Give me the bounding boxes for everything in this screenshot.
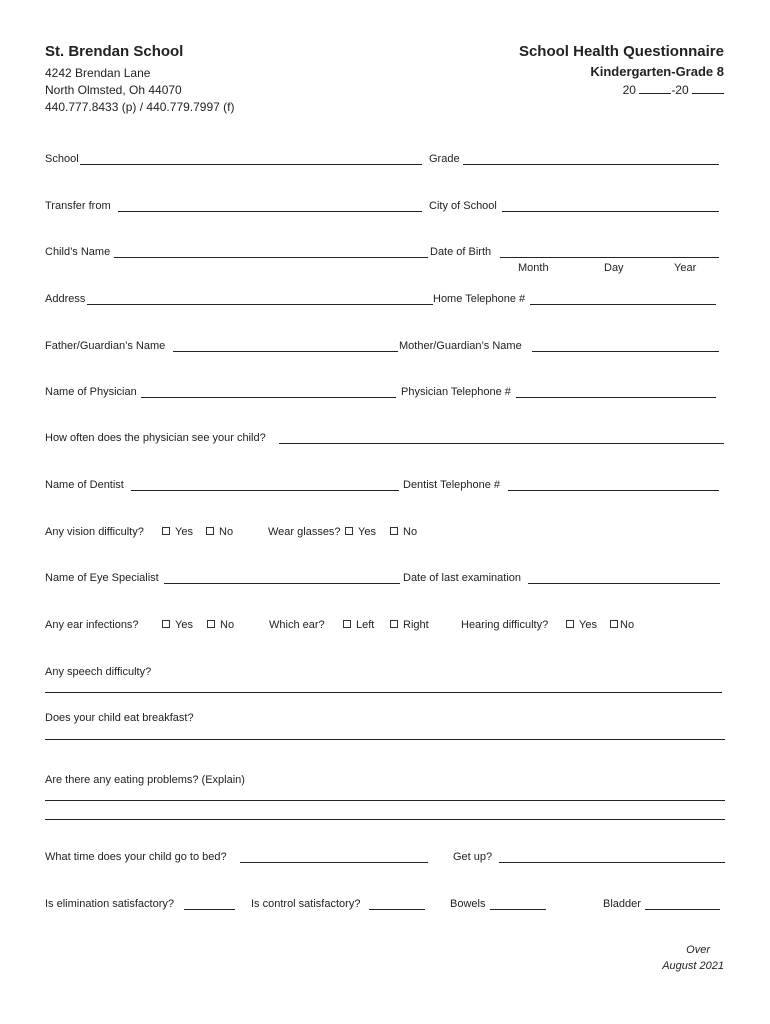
dentist-telephone-field[interactable]	[508, 490, 719, 491]
year-start-blank[interactable]	[639, 83, 671, 94]
elimination-field[interactable]	[184, 909, 235, 910]
school-label: School	[45, 153, 79, 165]
bed-time-field[interactable]	[240, 862, 428, 863]
wear-glasses-label: Wear glasses?	[268, 526, 341, 538]
dob-day-label: Day	[604, 262, 624, 274]
revision-date: August 2021	[662, 960, 724, 972]
how-often-field[interactable]	[279, 443, 724, 444]
address-field[interactable]	[87, 304, 433, 305]
eye-specialist-label: Name of Eye Specialist	[45, 572, 159, 584]
year-prefix: 20	[622, 83, 636, 97]
form-title: School Health Questionnaire	[518, 43, 724, 60]
which-ear-label: Which ear?	[269, 619, 325, 631]
eye-specialist-field[interactable]	[164, 583, 400, 584]
bed-time-label: What time does your child go to bed?	[45, 851, 227, 863]
checkbox-icon[interactable]	[390, 527, 398, 535]
control-label: Is control satisfactory?	[251, 898, 361, 910]
city-of-school-label: City of School	[429, 200, 497, 212]
get-up-field[interactable]	[499, 862, 725, 863]
mother-guardian-label: Mother/Guardian’s Name	[399, 340, 522, 352]
physician-telephone-label: Physician Telephone #	[401, 386, 511, 398]
checkbox-icon[interactable]	[162, 620, 170, 628]
school-field[interactable]	[80, 164, 422, 165]
childs-name-label: Child’s Name	[45, 246, 111, 258]
elimination-label: Is elimination satisfactory?	[45, 898, 174, 910]
form-subtitle: Kindergarten-Grade 8	[590, 64, 724, 79]
transfer-from-field[interactable]	[118, 211, 422, 212]
phone-fax: 440.777.8433 (p) / 440.779.7997 (f)	[45, 100, 235, 114]
glasses-yes-option[interactable]: Yes	[345, 526, 376, 538]
last-exam-label: Date of last examination	[403, 572, 522, 584]
checkbox-icon[interactable]	[206, 527, 214, 535]
how-often-label: How often does the physician see your child?	[45, 432, 266, 444]
breakfast-field[interactable]	[45, 739, 725, 740]
school-year	[623, 81, 724, 99]
hearing-no-option[interactable]: No	[610, 619, 634, 631]
speech-field[interactable]	[45, 692, 722, 693]
control-field[interactable]	[369, 909, 425, 910]
address-line-2: North Olmsted, Oh 44070	[45, 83, 182, 97]
checkbox-icon[interactable]	[207, 620, 215, 628]
home-telephone-field[interactable]	[530, 304, 716, 305]
ear-yes-option[interactable]: Yes	[162, 619, 193, 631]
dob-label: Date of Birth	[430, 246, 492, 258]
dob-field[interactable]	[500, 257, 719, 258]
address-line-1: 4242 Brendan Lane	[45, 66, 151, 80]
dob-month-label: Month	[518, 262, 549, 274]
bowels-label: Bowels	[450, 898, 486, 910]
address-label: Address	[45, 293, 86, 305]
childs-name-field[interactable]	[114, 257, 428, 258]
ear-infections-label: Any ear infections?	[45, 619, 139, 631]
transfer-from-label: Transfer from	[45, 200, 111, 212]
speech-label: Any speech difficulty?	[45, 666, 152, 678]
year-end-blank[interactable]	[692, 83, 724, 94]
hearing-yes-option[interactable]: Yes	[566, 619, 597, 631]
get-up-label: Get up?	[453, 851, 493, 863]
grade-label: Grade	[429, 153, 460, 165]
dentist-telephone-label: Dentist Telephone #	[403, 479, 501, 491]
grade-field[interactable]	[463, 164, 719, 165]
ear-right-option[interactable]: Right	[390, 619, 429, 631]
checkbox-icon[interactable]	[345, 527, 353, 535]
father-guardian-label: Father/Guardian’s Name	[45, 340, 166, 352]
vision-yes-option[interactable]: Yes	[162, 526, 193, 538]
glasses-no-option[interactable]: No	[390, 526, 417, 538]
school-name: St. Brendan School	[45, 43, 184, 60]
vision-no-option[interactable]: No	[206, 526, 233, 538]
eating-problems-label: Are there any eating problems? (Explain)	[45, 774, 245, 786]
eating-problems-field-2[interactable]	[45, 819, 725, 820]
year-mid: -20	[671, 83, 689, 97]
mother-guardian-field[interactable]	[532, 351, 719, 352]
checkbox-icon[interactable]	[566, 620, 574, 628]
hearing-label: Hearing difficulty?	[461, 619, 549, 631]
bladder-field[interactable]	[645, 909, 720, 910]
checkbox-icon[interactable]	[610, 620, 618, 628]
last-exam-field[interactable]	[528, 583, 720, 584]
ear-no-option[interactable]: No	[207, 619, 234, 631]
physician-telephone-field[interactable]	[516, 397, 716, 398]
dentist-label: Name of Dentist	[45, 479, 124, 491]
breakfast-label: Does your child eat breakfast?	[45, 712, 194, 724]
bowels-field[interactable]	[490, 909, 546, 910]
home-telephone-label: Home Telephone #	[433, 293, 526, 305]
over-note: Over	[686, 944, 710, 956]
dob-year-label: Year	[674, 262, 697, 274]
eating-problems-field-1[interactable]	[45, 800, 725, 801]
vision-label: Any vision difficulty?	[45, 526, 144, 538]
checkbox-icon[interactable]	[162, 527, 170, 535]
checkbox-icon[interactable]	[390, 620, 398, 628]
ear-left-option[interactable]: Left	[343, 619, 374, 631]
checkbox-icon[interactable]	[343, 620, 351, 628]
physician-label: Name of Physician	[45, 386, 137, 398]
city-of-school-field[interactable]	[502, 211, 719, 212]
father-guardian-field[interactable]	[173, 351, 398, 352]
bladder-label: Bladder	[603, 898, 641, 910]
physician-field[interactable]	[141, 397, 396, 398]
dentist-field[interactable]	[131, 490, 399, 491]
